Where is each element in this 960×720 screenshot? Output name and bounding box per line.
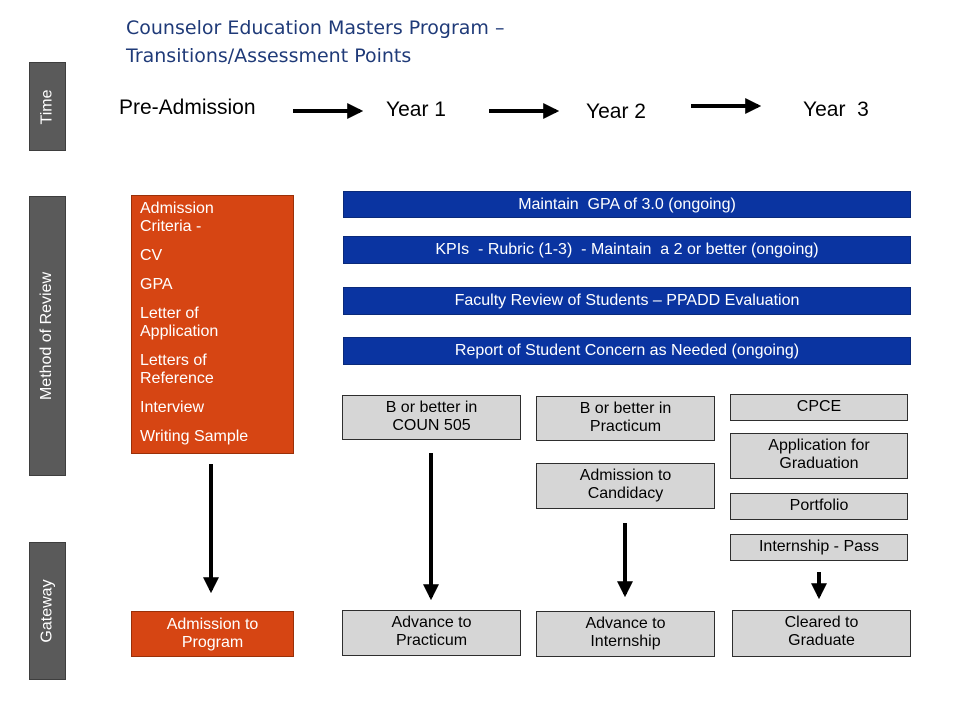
criteria-letters-of-reference: Letters of Reference	[140, 352, 214, 387]
criteria-cv: CV	[140, 247, 163, 264]
title-line-2: Transitions/Assessment Points	[126, 45, 412, 67]
bar-student-concern: Report of Student Concern as Needed (ongoing)	[343, 337, 911, 365]
gateway-admission-to-program: Admission to Program	[131, 611, 294, 657]
timeline-year-3: Year 3	[803, 98, 869, 121]
gateway-cleared-to-graduate: Cleared to Graduate	[732, 610, 911, 657]
review-coun-505: B or better in COUN 505	[342, 395, 521, 440]
review-cpce: CPCE	[730, 394, 908, 421]
time-side-label: Time	[29, 62, 66, 151]
title-line-1: Counselor Education Masters Program –	[126, 17, 505, 39]
method-of-review-side-label: Method of Review	[29, 196, 66, 476]
review-application-for-graduation: Application for Graduation	[730, 433, 908, 479]
timeline-year-1: Year 1	[386, 98, 446, 121]
bar-maintain-gpa: Maintain GPA of 3.0 (ongoing)	[343, 191, 911, 218]
criteria-letter-of-application: Letter of Application	[140, 305, 219, 340]
gateway-side-label: Gateway	[29, 542, 66, 680]
timeline-pre-admission: Pre-Admission	[119, 96, 256, 119]
timeline-year-2: Year 2	[586, 100, 646, 123]
criteria-heading: Admission Criteria -	[140, 200, 214, 235]
review-portfolio: Portfolio	[730, 493, 908, 520]
criteria-gpa: GPA	[140, 276, 173, 293]
gateway-advance-to-internship: Advance to Internship	[536, 611, 715, 657]
bar-faculty-review: Faculty Review of Students – PPADD Evaluation	[343, 287, 911, 315]
review-internship-pass: Internship - Pass	[730, 534, 908, 561]
criteria-writing-sample: Writing Sample	[140, 428, 249, 445]
bar-kpis-rubric: KPIs - Rubric (1-3) - Maintain a 2 or better (ongoing)	[343, 236, 911, 264]
review-admission-to-candidacy: Admission to Candidacy	[536, 463, 715, 509]
criteria-interview: Interview	[140, 399, 205, 416]
review-practicum-grade: B or better in Practicum	[536, 396, 715, 441]
gateway-advance-to-practicum: Advance to Practicum	[342, 610, 521, 656]
